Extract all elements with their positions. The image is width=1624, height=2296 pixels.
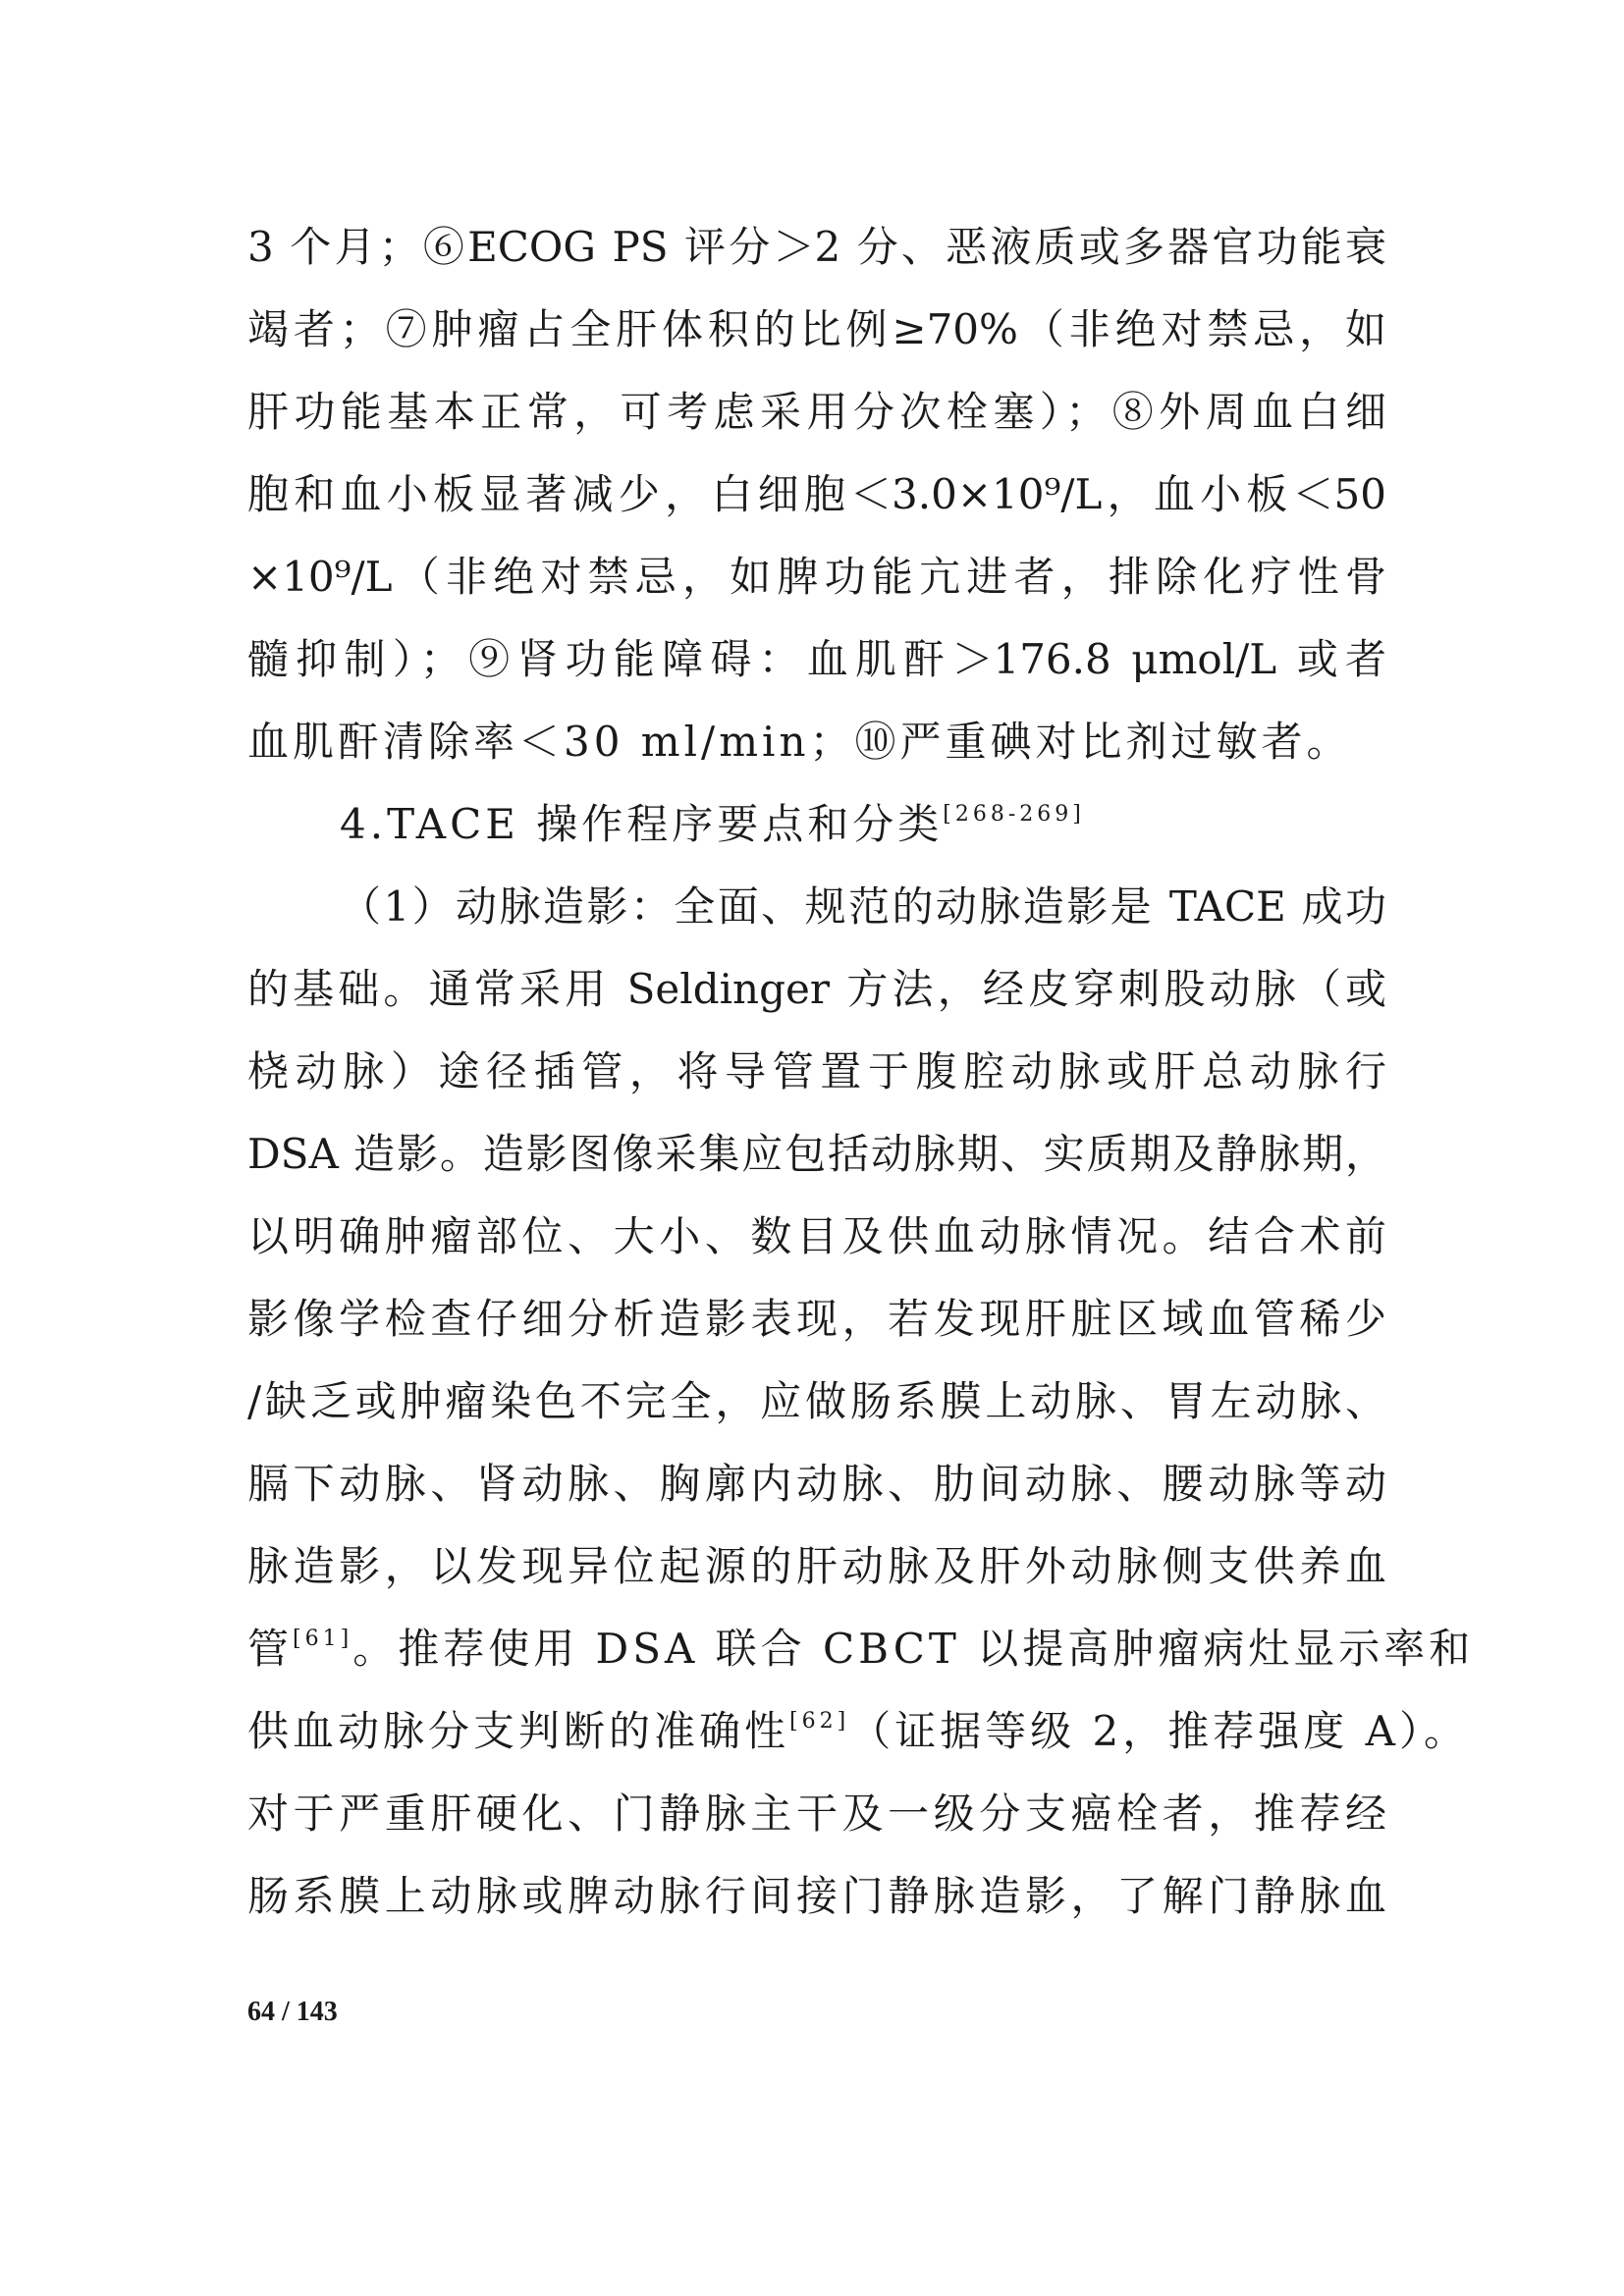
text-line: 膈下动脉、肾动脉、胸廓内动脉、肋间动脉、腰动脉等动: [247, 1460, 1386, 1508]
text-line: 竭者；⑦肿瘤占全肝体积的比例≥70%（非绝对禁忌，如: [247, 305, 1386, 353]
citation: [62]: [789, 1709, 850, 1734]
text-line: ×10⁹/L（非绝对禁忌，如脾功能亢进者，排除化疗性骨: [247, 553, 1386, 601]
text-line: [247, 1690, 1469, 1773]
text-run: 供血动脉分支判断的准确性: [247, 1707, 790, 1755]
page-number: 64 / 143: [247, 1997, 338, 2027]
text-run: （证据等级 2，推荐强度 A）。: [849, 1707, 1469, 1755]
text-line: 影像学检查仔细分析造影表现，若发现肝脏区域血管稀少: [247, 1295, 1386, 1343]
text-line: DSA 造影。造影图像采集应包括动脉期、实质期及静脉期，: [247, 1130, 1386, 1178]
text-line: 脉造影，以发现异位起源的肝动脉及肝外动脉侧支供养血: [247, 1542, 1386, 1590]
text-line: （1）动脉造影：全面、规范的动脉造影是 TACE 成功: [340, 882, 1386, 931]
text-run: 管: [247, 1625, 294, 1673]
text-line: 肠系膜上动脉或脾动脉行间接门静脉造影，了解门静脉血: [247, 1872, 1386, 1920]
text-line: 对于严重肝硬化、门静脉主干及一级分支癌栓者，推荐经: [247, 1789, 1386, 1838]
text-line: 3 个月；⑥ECOG PS 评分＞2 分、恶液质或多器官功能衰: [247, 223, 1386, 271]
text-line: 的基础。通常采用 Seldinger 方法，经皮穿刺股动脉（或: [247, 965, 1386, 1013]
text-line: 胞和血小板显著减少，白细胞＜3.0×10⁹/L，血小板＜50: [247, 470, 1386, 518]
text-line: /缺乏或肿瘤染色不完全，应做肠系膜上动脉、胃左动脉、: [247, 1377, 1386, 1425]
text-line: 肝功能基本正常，可考虑采用分次栓塞）；⑧外周血白细: [247, 388, 1386, 436]
section-heading: [340, 783, 1386, 866]
section-heading-text: 4.TACE 操作程序要点和分类: [340, 800, 944, 848]
text-run: 。推荐使用 DSA 联合 CBCT 以提高肿瘤病灶显示率和: [352, 1625, 1475, 1673]
text-line: 髓抑制）；⑨肾功能障碍：血肌酐＞176.8 μmol/L 或者: [247, 635, 1386, 683]
text-line: 以明确肿瘤部位、大小、数目及供血动脉情况。结合术前: [247, 1212, 1386, 1260]
text-line: [247, 1608, 1475, 1690]
text-line: 桡动脉）途径插管，将导管置于腹腔动脉或肝总动脉行: [247, 1047, 1386, 1095]
citation: [268-269]: [943, 802, 1085, 827]
citation: [61]: [293, 1627, 353, 1651]
text-line: 血肌酐清除率＜30 ml/min；⑩严重碘对比剂过敏者。: [247, 718, 1352, 766]
